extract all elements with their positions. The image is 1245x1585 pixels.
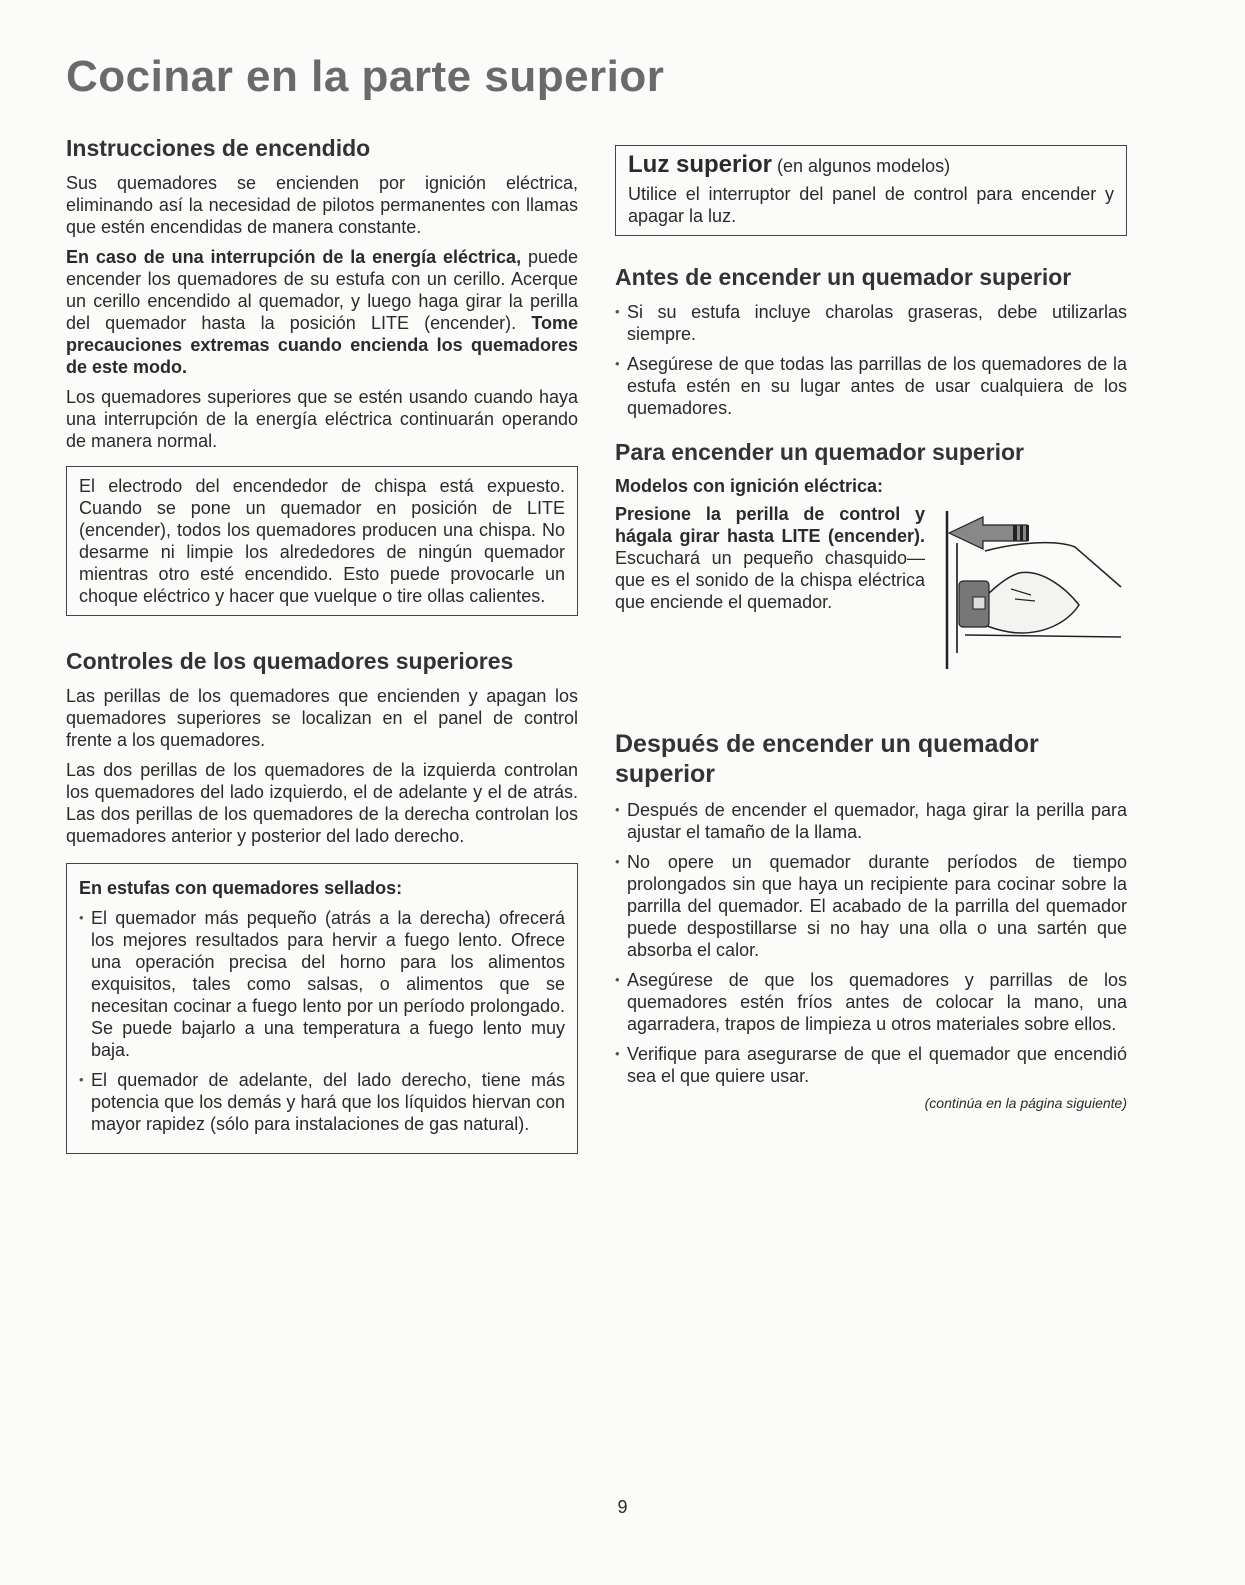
antes-heading: Antes de encender un quemador superior	[615, 264, 1072, 290]
power-outage-bold: En caso de una interrupción de la energía eléctrica,	[66, 247, 522, 267]
list-item: • El quemador más pequeño (atrás a la derecha) ofrecerá los mejores resultados para hervir a fuego lento. Ofrece una operación precisa del horno para los alimentos exquisitos, tales como salsas, o alimentos que se necesitan cocinar a fuego lento por un período prolongado. Se puede bajarlo a una temperatura a fuego lento muy baja.	[79, 907, 565, 1061]
list-item: • Asegúrese de que los quemadores y parrillas de los quemadores estén fríos antes de colocar la mano, una agarradera, trapos de limpieza u otros materiales sobre ellos.	[615, 969, 1127, 1035]
list-item: • Después de encender el quemador, haga girar la perilla para ajustar el tamaño de la llama.	[615, 799, 1127, 843]
controles-section	[66, 648, 578, 1154]
list-item: • Asegúrese de que todas las parrillas de los quemadores de la estufa estén en su lugar antes de usar cualquiera de los quemadores.	[615, 353, 1127, 419]
luz-superior-text: Utilice el interruptor del panel de control para encender y apagar la luz.	[628, 184, 1114, 226]
controles-heading: Controles de los quemadores superiores	[66, 648, 514, 674]
ignition-bold: Presione la perilla de control y hágala girar hasta LITE (encender).	[615, 504, 925, 546]
luz-superior-title: Luz superior	[628, 151, 773, 178]
para-heading: Para encender un quemador superior	[615, 439, 1025, 465]
instrucciones-paragraph-1: Sus quemadores se encienden por ignición eléctrica, eliminando así la necesidad de pilotos permanentes con llamas que estén encendidas de manera constante.	[66, 173, 578, 237]
spark-warning-text: El electrodo del encendedor de chispa está expuesto. Cuando se pone un quemador en posición de LITE (encender), todos los quemadores producen una chispa. No desarme ni limpie los alrededores de ningún quemador mientras otro esté encendido. Esto puede provocarle un choque eléctrico y hacer que vuelque o tire ollas calientes.	[79, 476, 565, 606]
spark-warning-box	[66, 466, 578, 616]
list-item: • Si su estufa incluye charolas graseras, debe utilizarlas siempre.	[615, 301, 1127, 345]
page-number: 9	[617, 1497, 628, 1517]
para-section	[615, 439, 1127, 673]
despues-heading: Después de encender un quemador superior	[615, 730, 1039, 788]
power-outage-text: puede encender los quemadores de su estufa con un cerillo. Acerque un cerillo encendido al quemador, y luego haga girar la perilla del quemador hasta la posición LITE (encender).	[66, 247, 578, 333]
right-column	[615, 135, 1127, 1111]
ignition-instructions-row	[615, 503, 1127, 673]
knob-illustration-icon	[945, 503, 1127, 673]
continued-note: (continúa en la página siguiente)	[924, 1095, 1127, 1111]
luz-superior-box	[615, 145, 1127, 236]
instrucciones-section	[66, 135, 578, 616]
sealed-burners-list	[79, 907, 565, 1135]
despues-section	[615, 729, 1127, 1111]
ignition-instructions	[615, 503, 925, 673]
instrucciones-heading: Instrucciones de encendido	[66, 135, 371, 161]
list-item: • Verifique para asegurarse de que el quemador que encendió sea el que quiere usar.	[615, 1043, 1127, 1087]
list-item: • El quemador de adelante, del lado derecho, tiene más potencia que los demás y hará que los líquidos hiervan con mayor rapidez (sólo para instalaciones de gas natural).	[79, 1069, 565, 1135]
controles-paragraph-2: Las dos perillas de los quemadores de la izquierda controlan los quemadores del lado izquierdo, el de adelante y el de atrás. Las dos perillas de los quemadores de la derecha controlan los quemadores anterior y posterior del lado derecho.	[66, 760, 578, 846]
left-column	[66, 135, 578, 1154]
luz-superior-subtitle: (en algunos modelos)	[772, 156, 951, 176]
controles-paragraph-1: Las perillas de los quemadores que encienden y apagan los quemadores superiores se localizan en el panel de control frente a los quemadores.	[66, 686, 578, 750]
precaution-bold: Tome precauciones extremas cuando encienda los quemadores de este modo.	[66, 313, 578, 377]
luz-superior-heading	[628, 151, 1114, 178]
despues-list	[615, 799, 1127, 1087]
instrucciones-paragraph-2	[66, 246, 578, 378]
antes-list	[615, 301, 1127, 419]
list-item: • No opere un quemador durante períodos de tiempo prolongados sin que haya un recipiente para cocinar sobre la parrilla del quemador. El acabado de la parrilla del quemador puede despostillarse si no hay una olla o una sartén que absorba el calor.	[615, 851, 1127, 961]
page-title: Cocinar en la parte superior	[66, 52, 665, 101]
sealed-burners-title: En estufas con quemadores sellados:	[79, 878, 403, 898]
ignition-text: Escuchará un pequeño chasquido—que es el sonido de la chispa eléctrica que enciende el quemador.	[615, 548, 925, 612]
antes-section	[615, 264, 1127, 419]
sealed-burners-box	[66, 863, 578, 1154]
instrucciones-paragraph-3: Los quemadores superiores que se estén usando cuando haya una interrupción de la energía eléctrica continuarán operando de manera normal.	[66, 387, 578, 451]
ignition-models-subheading: Modelos con ignición eléctrica:	[615, 476, 884, 496]
ignition-paragraph	[615, 503, 925, 613]
